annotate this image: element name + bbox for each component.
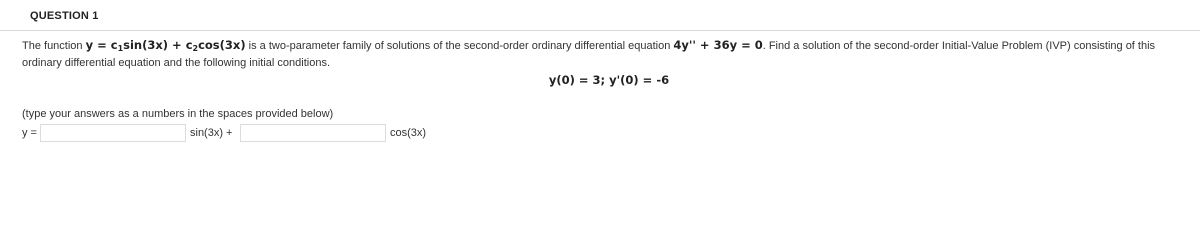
body-text-middle: is a two-parameter family of solutions of the second-order ordinary differential equation — [245, 40, 674, 52]
c2-subscript: 2 — [192, 44, 199, 53]
ode-equation: 4y'' + 36y = 0 — [673, 38, 763, 52]
sin-term-label: sin(3x) + — [190, 127, 233, 139]
sin-term: sin(3x) + c — [123, 38, 193, 52]
answer-instructions: (type your answers as a numbers in the spaces provided below) — [22, 108, 334, 120]
y-equals-label: y = — [22, 127, 37, 139]
question-header — [0, 0, 1200, 31]
c2-answer-input[interactable] — [240, 124, 386, 142]
body-text-before: The function — [22, 40, 86, 52]
cos-term-label: cos(3x) — [390, 127, 427, 139]
question-title: QUESTION 1 — [30, 10, 99, 22]
c1-subscript: 1 — [117, 44, 124, 53]
solution-eq: = c — [93, 38, 118, 52]
answer-row — [22, 124, 622, 144]
c1-answer-input[interactable] — [40, 124, 186, 142]
solution-y: y — [85, 38, 94, 52]
initial-conditions: y(0) = 3; y'(0) = -6 — [548, 73, 670, 87]
cos-term: cos(3x) — [198, 38, 246, 52]
question-body — [22, 38, 1192, 71]
body-text-after: . Find a solution of the second-order Initial-Value Problem (IVP) consisting of this ordinary differential equation and the following initial conditions. — [22, 40, 1156, 69]
